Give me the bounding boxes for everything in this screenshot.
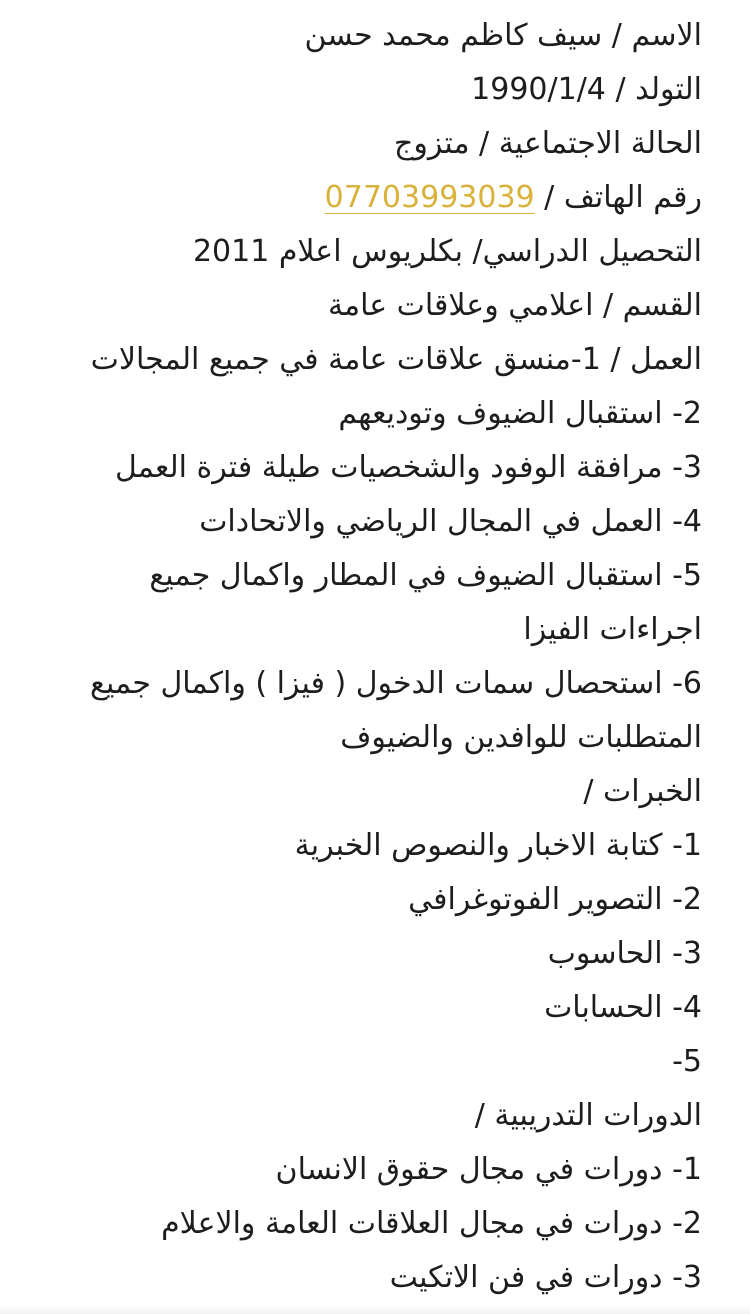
bottom-edge-shadow bbox=[0, 1304, 750, 1314]
experience-item: 3- الحاسوب bbox=[547, 936, 702, 971]
course-item: 2- دورات في مجال العلاقات العامة والاعلام bbox=[161, 1206, 702, 1241]
work-item: 3- مرافقة الوفود والشخصيات طيلة فترة العمل bbox=[114, 450, 702, 485]
experience-item: 5- bbox=[672, 1044, 702, 1079]
experience-item: 1- كتابة الاخبار والنصوص الخبرية bbox=[294, 828, 702, 863]
work-item: اجراءات الفيزا bbox=[523, 612, 702, 647]
course-item: 1- دورات في مجال حقوق الانسان bbox=[275, 1152, 702, 1187]
education-line: التحصيل الدراسي/ بكلريوس اعلام 2011 bbox=[192, 234, 702, 269]
experience-item: 2- التصوير الفوتوغرافي bbox=[408, 882, 702, 917]
work-item: 2- استقبال الضيوف وتوديعهم bbox=[338, 396, 702, 431]
phone-label: رقم الهاتف / bbox=[534, 180, 702, 215]
phone-number-link[interactable]: 07703993039 bbox=[324, 180, 535, 215]
course-item: 3- دورات في فن الاتكيت bbox=[389, 1260, 702, 1295]
experience-item: 4- الحسابات bbox=[544, 990, 702, 1025]
department-line: القسم / اعلامي وعلاقات عامة bbox=[327, 288, 702, 323]
birth-line: التولد / 1990/1/4 bbox=[471, 72, 702, 107]
name-line: الاسم / سيف كاظم محمد حسن bbox=[304, 18, 702, 53]
phone-line bbox=[20, 171, 702, 225]
work-item: المتطلبات للوافدين والضيوف bbox=[340, 720, 702, 755]
work-item: 6- استحصال سمات الدخول ( فيزا ) واكمال جميع bbox=[90, 666, 702, 701]
marital-status-line: الحالة الاجتماعية / متزوج bbox=[393, 126, 702, 161]
work-item: 4- العمل في المجال الرياضي والاتحادات bbox=[199, 504, 702, 539]
work-item: 5- استقبال الضيوف في المطار واكمال جميع bbox=[149, 558, 702, 593]
experience-heading: الخبرات / bbox=[583, 774, 702, 809]
courses-heading: الدورات التدريبية / bbox=[474, 1098, 702, 1133]
work-item: العمل / 1-منسق علاقات عامة في جميع المجالات bbox=[90, 342, 702, 377]
